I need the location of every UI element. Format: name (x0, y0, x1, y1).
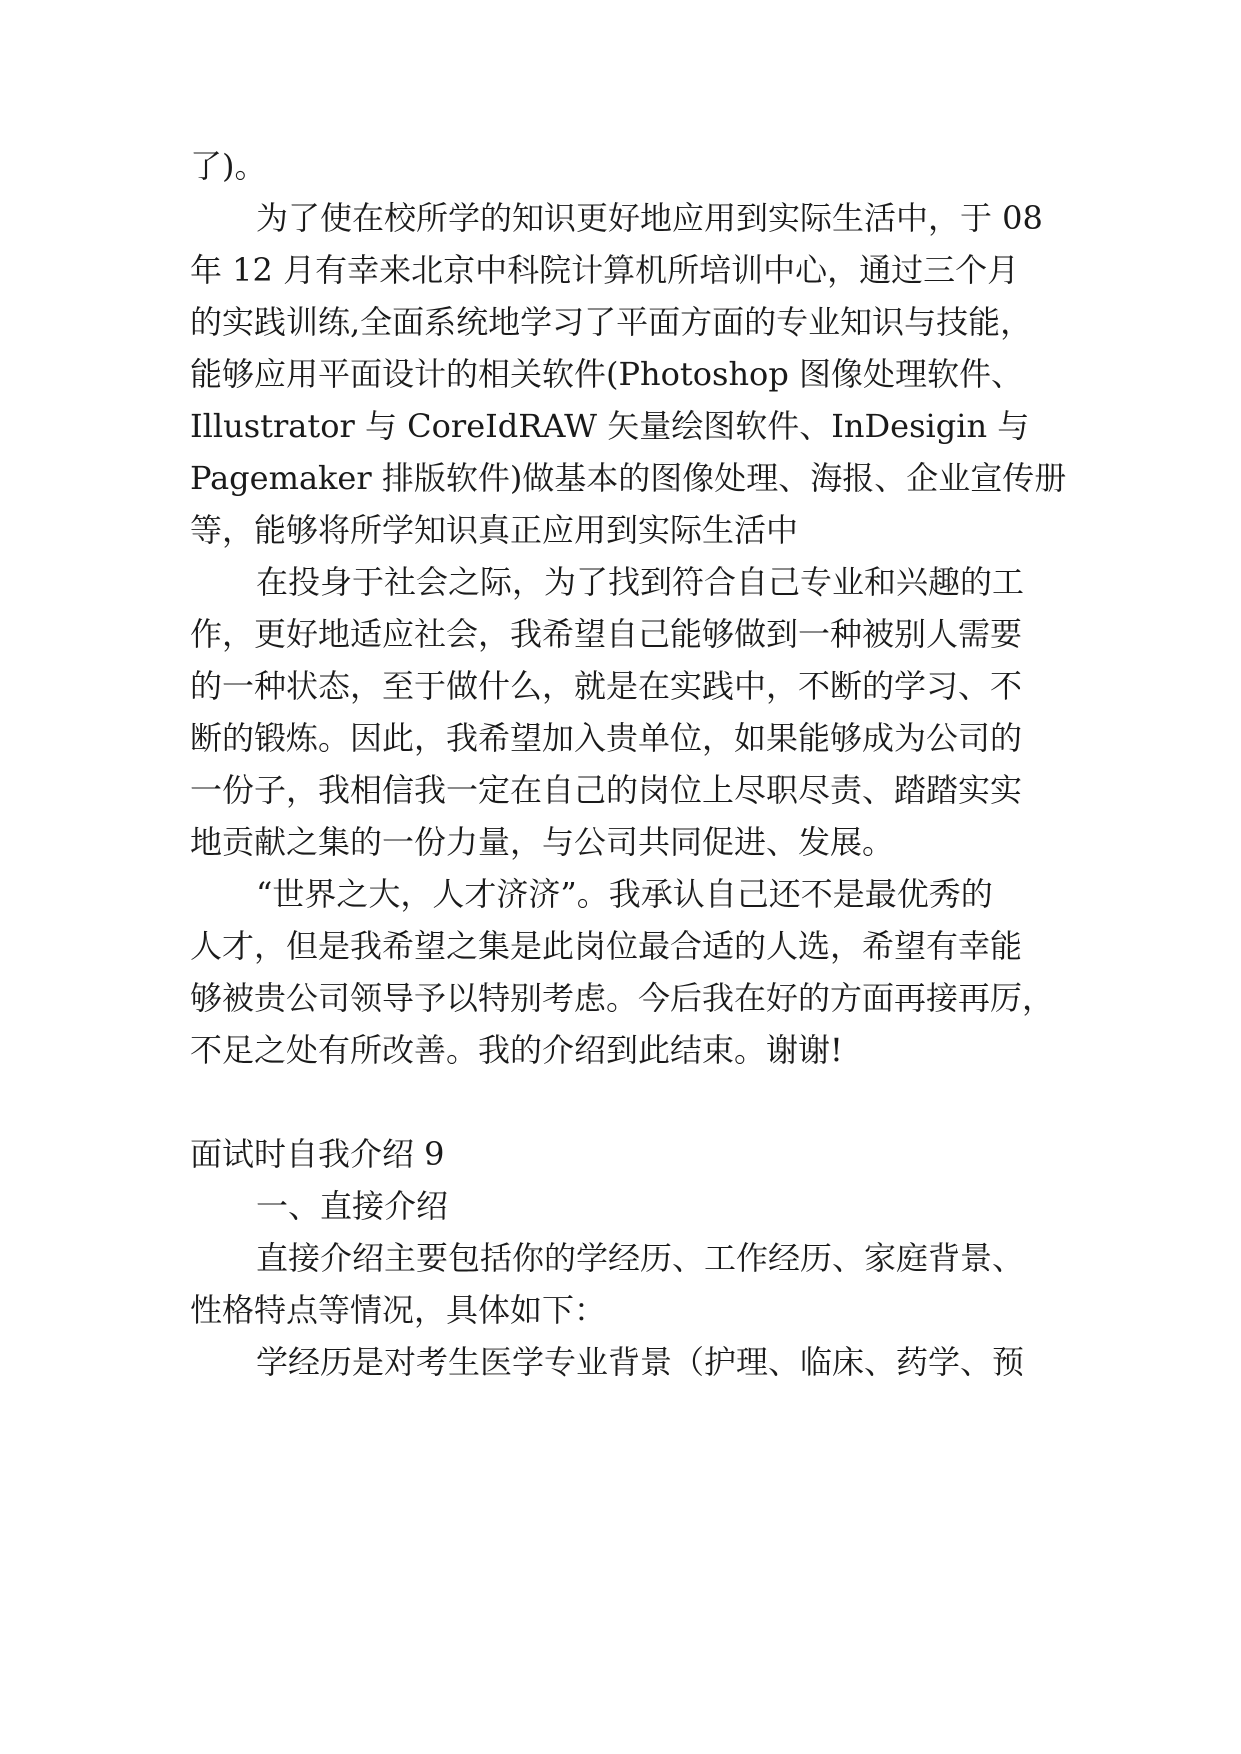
paragraph-start-line: “世界之大，人才济济”。我承认自己还不是最优秀的 (256, 875, 993, 913)
text-line: 够被贵公司领导予以特别考虑。今后我在好的方面再接再厉， (190, 979, 1055, 1017)
text-line: 地贡献之集的一份力量，与公司共同促进、发展。 (190, 823, 895, 861)
text-line: 不足之处有所改善。我的介绍到此结束。谢谢! (190, 1031, 843, 1069)
text-line: 的一种状态，至于做什么，就是在实践中，不断的学习、不 (190, 667, 1023, 705)
text-line: 了)。 (190, 147, 267, 185)
text-line: 断的锻炼。因此，我希望加入贵单位，如果能够成为公司的 (190, 719, 1023, 757)
paragraph-start-line: 为了使在校所学的知识更好地应用到实际生活中，于 08 (256, 199, 1043, 237)
text-line: 人才，但是我希望之集是此岗位最合适的人选，希望有幸能 (190, 927, 1023, 965)
text-line: Pagemaker 排版软件)做基本的图像处理、海报、企业宣传册 (190, 459, 1067, 497)
text-line: 等，能够将所学知识真正应用到实际生活中 (190, 511, 799, 549)
paragraph-start-line: 在投身于社会之际，为了找到符合自己专业和兴趣的工 (256, 563, 1025, 601)
text-line: 性格特点等情况，具体如下： (190, 1291, 607, 1329)
paragraph-start-line: 学经历是对考生医学专业背景（护理、临床、药学、预 (256, 1343, 1025, 1381)
text-line: 作，更好地适应社会，我希望自己能够做到一种被别人需要 (190, 615, 1023, 653)
text-line: 的实践训练,全面系统地学习了平面方面的专业知识与技能， (190, 303, 1033, 341)
text-line: 年 12 月有幸来北京中科院计算机所培训中心，通过三个月 (190, 251, 1020, 289)
section-heading: 面试时自我介绍 9 (190, 1135, 445, 1173)
text-line: 能够应用平面设计的相关软件(Photoshop 图像处理软件、 (190, 355, 1023, 393)
paragraph-start-line: 直接介绍主要包括你的学经历、工作经历、家庭背景、 (256, 1239, 1025, 1277)
text-line: 一份子，我相信我一定在自己的岗位上尽职尽责、踏踏实实 (190, 771, 1023, 809)
subsection-heading: 一、直接介绍 (256, 1187, 449, 1225)
text-line: Illustrator 与 CoreIdRAW 矢量绘图软件、InDesigin 与 (190, 407, 1030, 445)
